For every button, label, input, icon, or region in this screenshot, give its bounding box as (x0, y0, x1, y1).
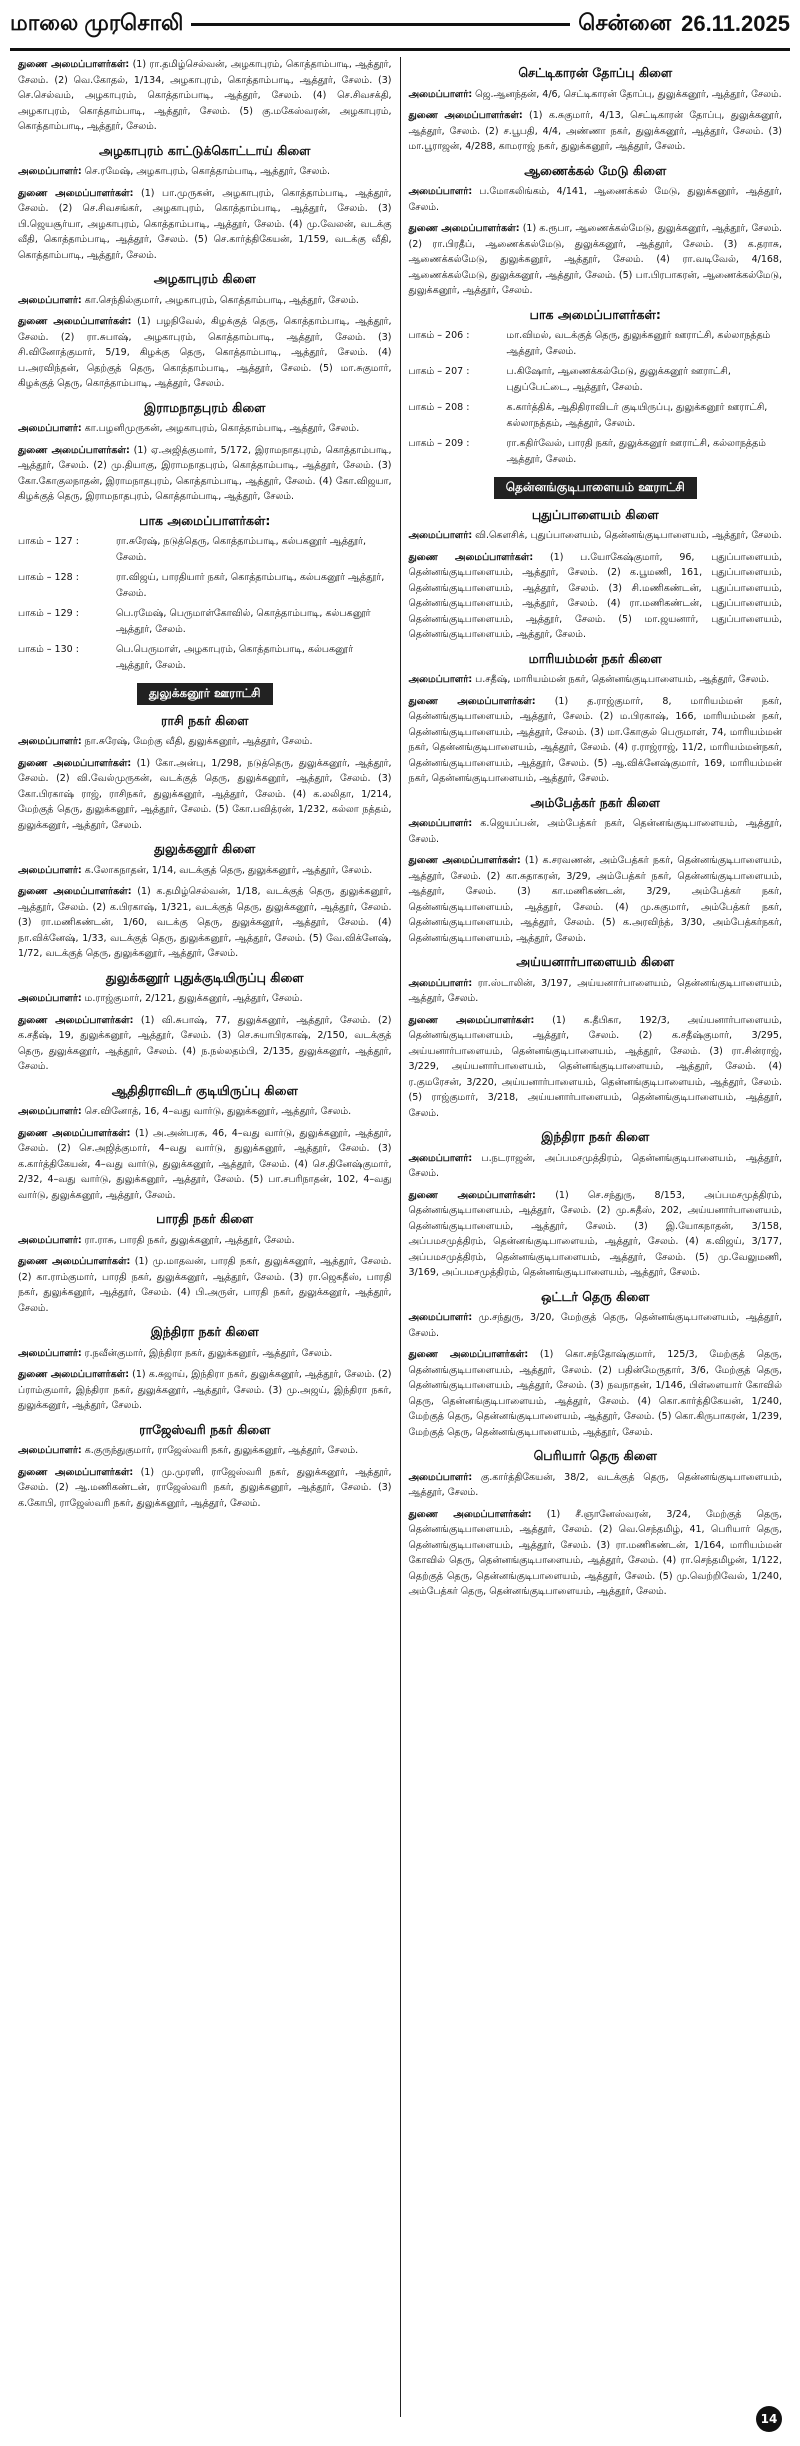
booth-heading: பாக அமைப்பாளர்கள்: (529, 306, 661, 322)
branch-heading: பாரதி நகர் கிளை (156, 1211, 254, 1226)
member-paragraph (18, 991, 392, 1007)
panchayat-heading: தென்னங்குடிபாளையம் ஊராட்சி (494, 477, 697, 499)
member-list: (1) க.சுகுமார், 4/13, செட்டிகாரன் தோப்பு, துலுக்கனூர், ஆத்தூர், சேலம். (2) ச.பூபதி, 4/4, அண்ணா நகர், துலுக்கனூர், ஆத்தூர், சேலம். (3) மா.பூராஜன், 4/288, காமராஜ் நகர், துலுக்கனூர், ஆத்தூர், சேலம். (408, 110, 782, 152)
member-paragraph (409, 816, 783, 847)
branch-heading: ராசி நகர் கிளை (161, 712, 249, 728)
edition-city: சென்னை (578, 9, 672, 35)
member-paragraph (409, 694, 783, 787)
booth-number: பாகம் – 127 : (18, 536, 79, 547)
role-label: துணை அமைப்பாளர்கள்: (18, 1014, 134, 1026)
role-label: அமைப்பாளர்: (408, 1312, 473, 1323)
role-label: அமைப்பாளர்: (18, 1234, 82, 1246)
role-label: துணை அமைப்பாளர்கள்: (18, 1256, 131, 1267)
branch-section (409, 507, 783, 643)
role-label: துணை அமைப்பாளர்கள்: (18, 59, 130, 70)
branch-heading: துலுக்கனூர் கிளை (154, 841, 256, 856)
role-label: துணை அமைப்பாளர்கள்: (408, 1349, 529, 1360)
role-label: அமைப்பாளர்: (18, 423, 82, 434)
member-list: ம.ராஜ்குமார், 2/121, துலுக்கனூர், ஆத்தூர், சேலம். (84, 993, 303, 1004)
member-list: (1) க.சுஜாய், இந்திரா நகர், துலுக்கனூர், ஆத்தூர், சேலம். (2) ப்ராம்குமார், இந்திரா நகர், துலுக்கனூர், ஆத்தூர், சேலம். (3) மு.அஜய், இந்திரா நகர், துலுக்கனூர், ஆத்தூர், சேலம். (18, 1369, 392, 1411)
member-list: மு.சந்துரு, 3/20, மேற்குத் தெரு, தென்னங்குடிபாளையம், ஆத்தூர், சேலம். (408, 1312, 782, 1339)
member-paragraph (18, 756, 392, 834)
member-list: (1) அ.அன்பரசு, 46, 4–வது வார்டு, துலுக்கனூர், ஆத்தூர், சேலம். (2) செ.அஜித்குமார், 4–வது வார்டு, துலுக்கனூர், ஆத்தூர், சேலம். (3) க.கார்த்திகேயன், 4–வது வார்டு, துலுக்கனூர், ஆத்தூர், சேலம். (4) செ.தினேஷ்குமார், 2/32, 4–வது வார்டு, துலுக்கனூர், ஆத்தூர், சேலம். (5) பா.சபரிநாதன், 102, 4–வது வார்டு, துலுக்கனூர், ஆத்தூர், சேலம். (18, 1127, 392, 1201)
member-list: (1) க.தமிழ்செல்வன், 1/18, வடக்குத் தெரு, துலுக்கனூர், ஆத்தூர், சேலம். (2) க.பிரகாஷ், 1/321, வடக்குத் தெரு, துலுக்கனூர், ஆத்தூர், சேலம். (3) ரா.மணிகண்டன், 1/60, வடக்கு தெரு, துலுக்கனூர், ஆத்தூர், சேலம். (4) நா.விக்னேஷ், 1/33, வடக்குத் தெரு, துலுக்கனூர், ஆத்தூர், சேலம். (5) வே.விக்னேஷ், 1/72, வடக்குத் தெரு, துலுக்கனூர், ஆத்தூர், சேலம். (18, 886, 392, 959)
member-paragraph (18, 1254, 392, 1316)
booth-row (18, 534, 392, 565)
right-column (401, 57, 791, 2417)
member-list: க.லோகநாதன், 1/14, வடக்குத் தெரு, துலுக்கனூர், ஆத்தூர், சேலம். (84, 864, 373, 876)
member-paragraph (18, 734, 392, 750)
member-list: ப.சதீஷ், மாரியம்மன் நகர், தென்னங்குடிபாளையம், ஆத்தூர், சேலம். (475, 674, 770, 685)
member-list: செ.வினோத், 16, 4–வது வார்டு, துலுக்கனூர், ஆத்தூர், சேலம். (84, 1106, 352, 1117)
member-paragraph (409, 1310, 783, 1341)
member-list: (1) செ.சந்துரு, 8/153, அப்பமசமுத்திரம், தென்னங்குடிபாளையம், ஆத்தூர், சேலம். (2) மு.சுதீஸ், 202, அய்யனார்பாளையம், தென்னங்குடிபாளையம், ஆத்தூர், சேலம். (3) இ.யோகநாதன், 3/158, அப்பமசமுத்திரம், தென்னங்குடிபாளையம், ஆத்தூர், சேலம். (4) க.விஜய், 3/177, அப்பமசமுத்திரம், தென்னங்குடிபாளையம், ஆத்தூர், சேலம். (5) மு.வேலுமணி, 3/169, அப்பமசமுத்திரம், தென்னங்குடிபாளையம், ஆத்தூர், சேலம். (408, 1189, 783, 1278)
role-label: துணை அமைப்பாளர்கள்: (408, 223, 520, 234)
booth-member: ப.கிஷோர், ஆணைக்கல்மேடு, துலுக்கனூர் ஊராட்சி, புதுப்பேட்டை, ஆத்தூர், சேலம். (506, 366, 731, 393)
booth-row (409, 436, 783, 467)
branch-heading: பெரியார் தெரு கிளை (533, 1448, 657, 1463)
member-paragraph (18, 1465, 392, 1512)
booth-number: பாகம் – 208 : (408, 402, 470, 413)
booth-member: ரா.சுரேஷ், நடுத்தெரு, கொத்தாம்பாடி, கல்பகனூர் ஆத்தூர், சேலம். (116, 536, 367, 563)
branch-section (18, 271, 392, 392)
role-label: துணை அமைப்பாளர்கள்: (408, 110, 523, 121)
member-list: ரா.ஸ்டாலின், 3/197, அய்யனார்பாளையம், தென்னங்குடிபாளையம், ஆத்தூர், சேலம். (408, 977, 782, 1004)
booth-row (18, 570, 392, 601)
member-paragraph (18, 443, 392, 505)
branch-section (409, 1448, 783, 1600)
branch-heading: அம்பேத்கர் நகர் கிளை (530, 794, 660, 810)
role-label: அமைப்பாளர்: (408, 977, 473, 989)
booth-number: பாகம் – 128 : (18, 572, 79, 583)
role-label: அமைப்பாளர்: (18, 1106, 82, 1117)
branch-section (18, 1083, 392, 1204)
branch-section (18, 713, 392, 834)
booth-number: பாகம் – 129 : (18, 608, 79, 619)
role-label: துணை அமைப்பாளர்கள்: (18, 886, 132, 897)
booth-row (409, 400, 783, 431)
branch-section (18, 841, 392, 962)
role-label: அமைப்பாளர்: (408, 1152, 473, 1164)
branch-section (18, 1324, 392, 1414)
member-paragraph (409, 672, 783, 688)
member-list: (1) மு.முரளி, ராஜேஸ்வரி நகர், துலுக்கனூர், ஆத்தூர், சேலம். (2) ஆ.மணிகண்டன், ராஜேஸ்வரி நகர், துலுக்கனூர், ஆத்தூர், சேலம். (3) க.கோபி, ராஜேஸ்வரி நகர், துலுக்கனூர், ஆத்தூர், சேலம். (18, 1466, 392, 1509)
role-label: துணை அமைப்பாளர்கள்: (18, 316, 132, 327)
member-paragraph (409, 87, 783, 103)
member-paragraph (409, 108, 783, 155)
member-paragraph (409, 1013, 783, 1122)
member-paragraph (18, 314, 392, 392)
branch-section (409, 477, 783, 499)
booth-number: பாகம் – 130 : (18, 644, 79, 655)
panchayat-heading: துலுக்கனூர் ஊராட்சி (137, 683, 273, 705)
role-label: அமைப்பாளர்: (408, 186, 473, 197)
member-list: செ.ரமேஷ், அழகாபுரம், கொத்தாம்பாடி, ஆத்தூர், சேலம். (84, 166, 331, 177)
paper-name: மாலை முரசொலி (10, 9, 184, 35)
role-label: அமைப்பாளர்: (18, 736, 82, 747)
member-paragraph (18, 884, 392, 962)
booth-number: பாகம் – 207 : (408, 366, 470, 377)
branch-section (18, 1422, 392, 1512)
member-paragraph (18, 164, 392, 180)
member-paragraph (18, 1104, 392, 1120)
left-column (10, 57, 400, 2417)
branch-heading: புதுப்பாளையம் கிளை (531, 506, 659, 522)
role-label: துணை அமைப்பாளர்கள்: (408, 551, 534, 563)
role-label: அமைப்பாளர்: (408, 818, 473, 829)
branch-heading: ராஜேஸ்வரி நகர் கிளை (139, 1421, 271, 1437)
member-paragraph (18, 421, 392, 437)
member-paragraph (409, 550, 783, 643)
booth-heading: பாக அமைப்பாளர்கள்: (139, 512, 271, 528)
member-list: ஜெ.ஆனந்தன், 4/6, செட்டிகாரன் தோப்பு, துலுக்கனூர், ஆத்தூர், சேலம். (475, 88, 782, 100)
role-label: அமைப்பாளர்: (18, 864, 82, 876)
member-list: ர.நவீன்குமார், இந்திரா நகர், துலுக்கனூர், ஆத்தூர், சேலம். (84, 1347, 333, 1359)
member-paragraph (409, 976, 783, 1007)
branch-heading: அழகாபுரம் கிளை (153, 271, 256, 286)
role-label: அமைப்பாளர்: (408, 530, 473, 541)
masthead (10, 0, 790, 51)
role-label: துணை அமைப்பாளர்கள்: (408, 1189, 536, 1201)
branch-heading: அழகாபுரம் காட்டுக்கொட்டாய் கிளை (99, 142, 311, 158)
role-label: அமைப்பாளர்: (18, 1445, 82, 1456)
branch-section (409, 1129, 783, 1281)
branch-section (409, 795, 783, 947)
role-label: துணை அமைப்பாளர்கள்: (18, 1127, 131, 1139)
branch-section (18, 143, 392, 264)
member-paragraph (409, 853, 783, 946)
member-list: கா.செந்தில்குமார், அழகாபுரம், கொத்தாம்பாடி, ஆத்தூர், சேலம். (84, 294, 359, 306)
member-list: (1) ஏ.அஜித்குமார், 5/172, இராமநாதபுரம், கொத்தாம்பாடி, ஆத்தூர், சேலம். (2) மு.தியாகு, இராமநாதபுரம், கொத்தாம்பாடி, ஆத்தூர், சேலம். (3) கோ.கோகுலநாதன், இராமநாதபுரம், கொத்தாம்பாடி, ஆத்தூர், சேலம். (4) கோ.விஜயா, கிழக்குத் தெரு, இராமநாதபுரம், கொத்தாம்பாடி, ஆத்தூர், சேலம். (18, 444, 392, 502)
role-label: துணை அமைப்பாளர்கள்: (408, 695, 536, 707)
page-number: 14 (756, 2406, 782, 2432)
role-label: துணை அமைப்பாளர்கள்: (408, 1508, 532, 1520)
branch-section (18, 970, 392, 1075)
member-paragraph (18, 1013, 392, 1075)
member-paragraph (409, 1470, 783, 1501)
member-list: ப.மோகலிங்கம், 4/141, ஆணைக்கல் மேடு, துலுக்கனூர், ஆத்தூர், சேலம். (408, 186, 782, 213)
role-label: துணை அமைப்பாளர்கள்: (408, 1014, 535, 1026)
role-label: அமைப்பாளர்: (408, 1471, 473, 1483)
edition-date: 26.11.2025 (681, 11, 790, 36)
member-list: (1) ப.யோகேஷ்குமார், 96, புதுப்பாளையம், தென்னங்குடிபாளையம், ஆத்தூர், சேலம். (2) க.பூமணி, 161, புதுப்பாளையம், தென்னங்குடிபாளையம், ஆத்தூர், சேலம். (3) சி.மணிகண்டன், புதுப்பாளையம், தென்னங்குடிபாளையம், ஆத்தூர், சேலம். (4) ரா.மணிகண்டன், புதுப்பாளையம், தென்னங்குடிபாளையம், ஆத்தூர், சேலம். (5) மா.ஜயனார், புதுப்பாளையம், தென்னங்குடிபாளையம், ஆத்தூர், சேலம். (408, 551, 783, 640)
role-label: அமைப்பாளர்: (408, 674, 473, 685)
role-label: அமைப்பாளர்: (408, 88, 473, 100)
member-list: கு.கார்த்திகேயன், 38/2, வடக்குத் தெரு, தென்னங்குடிபாளையம், ஆத்தூர், சேலம். (408, 1471, 783, 1498)
role-label: துணை அமைப்பாளர்கள்: (18, 1369, 130, 1380)
member-list: நா.சுரேஷ், மேற்கு வீதி, துலுக்கனூர், ஆத்தூர், சேலம். (84, 736, 313, 747)
booth-row (409, 364, 783, 395)
columns (10, 57, 790, 2417)
member-paragraph (18, 293, 392, 309)
booth-member: க.கார்த்திக், ஆதிதிராவிடர் குடியிருப்பு, துலுக்கனூர் ஊராட்சி, கல்லாநத்தம், ஆத்தூர், சேலம். (506, 402, 768, 429)
branch-section (18, 57, 392, 135)
masthead-rule (191, 23, 570, 26)
booth-number: பாகம் – 206 : (408, 330, 470, 341)
role-label: அமைப்பாளர்: (18, 1347, 82, 1359)
member-paragraph (409, 1507, 783, 1600)
role-label: துணை அமைப்பாளர்கள்: (408, 855, 521, 866)
member-paragraph (409, 184, 783, 215)
member-list: (1) பழநிவேல், கிழக்குத் தெரு, கொத்தாம்பாடி, ஆத்தூர், சேலம். (2) ரா.சுபாஷ், அழகாபுரம், கொத்தாம்பாடி, ஆத்தூர், சேலம். (3) சி.வினோத்குமார், 5/19, கிழக்கு தெரு, கொத்தாம்பாடி, ஆத்தூர், சேலம். (4) ப.அரவிந்தன், தெற்குத் தெரு, கொத்தாம்பாடி, ஆத்தூர், சேலம். (5) மா.சுகுமார், கிழக்குத் தெரு, கொத்தாம்பாடி, ஆத்தூர், சேலம். (18, 316, 392, 389)
member-paragraph (18, 863, 392, 879)
booth-member: மா.விமல், வடக்குத் தெரு, துலுக்கனூர் ஊராட்சி, கல்லாநத்தம் ஆத்தூர், சேலம். (506, 330, 771, 357)
branch-section (18, 1211, 392, 1316)
member-paragraph (409, 221, 783, 299)
member-paragraph (18, 186, 392, 264)
booth-number: பாகம் – 209 : (408, 438, 470, 449)
role-label: துணை அமைப்பாளர்கள்: (18, 187, 134, 199)
member-list: (1) கோ.அன்பு, 1/298, நடுத்தெரு, துலுக்கனூர், ஆத்தூர், சேலம். (2) வி.வேல்முருகன், வடக்குத் தெரு, துலுக்கனூர், ஆத்தூர், சேலம். (3) கோ.பிரகாஷ் ராஜ், ராசிநகர், துலுக்கனூர், ஆத்தூர், சேலம். (4) க.லலிதா, 1/214, மேற்குத் தெரு, துலுக்கனூர், ஆத்தூர், சேலம். (5) கோ.பவித்ரன், 1/232, கல்லா நத்தம், துலுக்கனூர், ஆத்தூர், சேலம். (18, 757, 392, 831)
role-label: துணை அமைப்பாளர்கள்: (18, 444, 130, 456)
member-list: ப.நடராஜன், அப்பமசமுத்திரம், தென்னங்குடிபாளையம், ஆத்தூர், சேலம். (408, 1152, 782, 1179)
booth-row (18, 606, 392, 637)
branch-section (409, 307, 783, 468)
member-list: (1) க.ரூபா, ஆணைக்கல்மேடு, துலுக்கனூர், ஆத்தூர், சேலம். (2) ரா.பிரதீப், ஆணைக்கல்மேடு, துலுக்கனூர், ஆத்தூர், சேலம். (3) க.தராசு, ஆணைக்கல்மேடு, துலுக்கனூர், ஆத்தூர், சேலம். (4) ரா.வடிவேல், 4/168, ஆணைக்கல்மேடு, துலுக்கனூர், ஆத்தூர், சேலம். (5) பா.பிரபாகரன், ஆணைக்கல்மேடு, துலுக்கனூர், ஆத்தூர், சேலம். (408, 223, 782, 296)
branch-section (409, 163, 783, 299)
member-list: (1) த.ராஜ்குமார், 8, மாரியம்மன் நகர், தென்னங்குடிபாளையம், ஆத்தூர், சேலம். (2) ம.பிரகாஷ், 166, மாரியம்மன் நகர், தென்னங்குடிபாளையம், ஆத்தூர், சேலம். (3) மா.கோகுல் பெருமாள், 74, மாரியம்மன் நகர், தென்னங்குடிபாளையம், ஆத்தூர், சேலம். (4) ர.ராஜ்ராஜ், 11/2, மாரியம்மன்நகர், தென்னங்குடிபாளையம், ஆத்தூர், சேலம். (5) ஆ.விக்னேஷ்குமார், 169, மாரியம்மன் நகர், தென்னங்குடிபாளையம், ஆத்தூர், சேலம். (408, 695, 783, 784)
booth-member: ரா.கதிர்வேல், பாரதி நகர், துலுக்கனூர் ஊராட்சி, கல்லாநத்தம் ஆத்தூர், சேலம். (506, 438, 766, 465)
member-list: க.குருந்துகுமார், ராஜேஸ்வரி நகர், துலுக்கனூர், ஆத்தூர், சேலம். (84, 1445, 359, 1456)
role-label: துணை அமைப்பாளர்கள்: (18, 1466, 134, 1478)
role-label: அமைப்பாளர்: (18, 993, 82, 1004)
branch-heading: இந்திரா நகர் கிளை (541, 1129, 650, 1144)
member-list: (1) கொ.சந்தோஷ்குமார், 125/3, மேற்குத் தெரு, தென்னங்குடிபாளையம், ஆத்தூர், சேலம். (2) பதின்மேருதார், 3/6, மேற்குத் தெரு, தென்னங்குடிபாளையம், ஆத்தூர், சேலம். (3) நவநாதன், 1/146, பிள்ளையார் கோவில் தெரு, தென்னங்குடிபாளையம், ஆத்தூர், சேலம். (4) கொ.கார்த்திகேயன், 1/240, மேற்குத் தெரு, தென்னங்குடிபாளையம், ஆத்தூர், சேலம். (5) கொ.கிருபாகரன், 1/239, மேற்குத் தெரு, தென்னங்குடிபாளையம், ஆத்தூர், சேலம். (408, 1349, 782, 1438)
member-paragraph (409, 1188, 783, 1281)
branch-heading: இராமநாதபுரம் கிளை (144, 399, 266, 415)
role-label: அமைப்பாளர்: (18, 294, 82, 306)
member-paragraph (409, 1151, 783, 1182)
member-list: க.ஜெயப்பன், அம்பேத்கர் நகர், தென்னங்குடிபாளையம், ஆத்தூர், சேலம். (408, 818, 782, 845)
branch-section (409, 954, 783, 1121)
member-paragraph (409, 1347, 783, 1440)
member-list: (1) ரா.தமிழ்செல்வன், அழகாபுரம், கொத்தாம்பாடி, ஆத்தூர், சேலம். (2) வெ.கோதல், 1/134, அழகாபுரம், கொத்தாம்பாடி, ஆத்தூர், சேலம். (3) செ.செல்வம், அழகாபுரம், கொத்தாம்பாடி, ஆத்தூர், சேலம். (4) செ.சிவசக்தி, அழகாபுரம், கொத்தாம்பாடி, ஆத்தூர், சேலம். (5) கு.மகேஸ்வரன், அழகாபுரம், கொத்தாம்பாடி, ஆத்தூர், சேலம். (18, 59, 392, 132)
member-paragraph (18, 1346, 392, 1362)
booth-member: பெ.பெருமாள், அழகாபுரம், கொத்தாம்பாடி, கல்பகனூர் ஆத்தூர், சேலம். (116, 644, 354, 671)
branch-section (409, 65, 783, 155)
branch-heading: இந்திரா நகர் கிளை (150, 1324, 259, 1339)
branch-heading: அய்யனார்பாளையம் கிளை (516, 954, 675, 969)
branch-section (18, 683, 392, 705)
member-paragraph (18, 57, 392, 135)
branch-section (18, 513, 392, 674)
role-label: துணை அமைப்பாளர்கள்: (18, 757, 132, 769)
branch-heading: ஆதிதிராவிடர் குடியிருப்பு கிளை (111, 1082, 298, 1098)
member-list: (1) பா.முருகன், அழகாபுரம், கொத்தாம்பாடி, ஆத்தூர், சேலம். (2) செ.சிவசங்கர், அழகாபுரம், கொத்தாம்பாடி, ஆத்தூர், சேலம். (3) பி.ஜெயசூர்யா, அழகாபுரம், கொத்தாம்பாடி, ஆத்தூர், சேலம். (4) மு.வேலன், வடக்கு வீதி, கொத்தாம்பாடி, ஆத்தூர், சேலம். (5) செ.கார்த்திகேயன், 1/159, வடக்கு வீதி, கொத்தாம்பாடி, ஆத்தூர், சேலம். (18, 187, 392, 261)
member-list: (1) வி.சுபாஷ், 77, துலுக்கனூர், ஆத்தூர், சேலம். (2) க.சதீஷ், 19, துலுக்கனூர், ஆத்தூர், சேலம். (3) செ.சுயாபிரகாஷ், 2/150, வடக்குத் தெரு, துலுக்கனூர், ஆத்தூர், சேலம். (4) ந.நல்லதம்பி, 2/135, துலுக்கனூர், ஆத்தூர், சேலம். (18, 1014, 392, 1072)
branch-section (409, 651, 783, 787)
member-list: (1) க.சரவணன், அம்பேத்கர் நகர், தென்னங்குடிபாளையம், ஆத்தூர், சேலம். (2) கா.சுதாகரன், 3/29, அம்பேத்கர் நகர், தென்னங்குடிபாளையம், ஆத்தூர், சேலம். (3) கா.மணிகண்டன், 3/29, அம்பேத்கர் நகர், தென்னங்குடிபாளையம், ஆத்தூர், சேலம். (4) மு.சுகுமார், அம்பேத்கர் நகர், தென்னங்குடிபாளையம், ஆத்தூர், சேலம். (5) க.அரவிந்த், 3/30, அம்பேத்கர்நகர், தென்னங்குடிபாளையம், ஆத்தூர், சேலம். (408, 855, 782, 944)
member-list: (1) சீ.ஞானேஸ்வரன், 3/24, மேற்குத் தெரு, தென்னங்குடிபாளையம், ஆத்தூர், சேலம். (2) வெ.செந்தமிழ், 41, பெரியார் தெரு, தென்னங்குடிபாளையம், ஆத்தூர், சேலம். (3) ரா.மணிகண்டன், 1/164, மாரியம்மன் கோவில் தெரு, தென்னங்குடிபாளையம், ஆத்தூர், சேலம். (4) ரா.செந்தமிழன், 1/122, தெற்குத் தெரு, தென்னங்குடிபாளையம், ஆத்தூர், சேலம். (5) மு.வெற்றிவேல், 1/240, அம்பேத்கர் தெரு, தென்னங்குடிபாளையம், ஆத்தூர், சேலம். (408, 1508, 782, 1597)
member-list: கா.பழனிமுருகன், அழகாபுரம், கொத்தாம்பாடி, ஆத்தூர், சேலம். (84, 423, 360, 434)
member-paragraph (18, 1367, 392, 1414)
member-paragraph (409, 528, 783, 544)
branch-section (18, 400, 392, 505)
branch-heading: துலுக்கனூர் புதுக்குடியிருப்பு கிளை (105, 969, 304, 985)
booth-member: ரா.விஜய், பாரதியார் நகர், கொத்தாம்பாடி, கல்பகனூர் ஆத்தூர், சேலம். (116, 572, 385, 599)
booth-member: பெ.ரமேஷ், பெருமாள்கோவில், கொத்தாம்பாடி, கல்பகனூர் ஆத்தூர், சேலம். (116, 608, 371, 635)
booth-row (409, 328, 783, 359)
branch-heading: செட்டிகாரன் தோப்பு கிளை (518, 65, 673, 80)
member-paragraph (18, 1126, 392, 1204)
booth-row (18, 642, 392, 673)
member-list: ரா.ராசு, பாரதி நகர், துலுக்கனூர், ஆத்தூர், சேலம். (84, 1234, 295, 1246)
role-label: அமைப்பாளர்: (18, 166, 82, 177)
member-list: வி.கௌசிக், புதுப்பாளையம், தென்னங்குடிபாளையம், ஆத்தூர், சேலம். (475, 530, 782, 541)
branch-heading: ஆணைக்கல் மேடு கிளை (524, 162, 667, 178)
branch-heading: ஒட்டர் தெரு கிளை (541, 1288, 650, 1304)
member-list: (1) மு.மாதவன், பாரதி நகர், துலுக்கனூர், ஆத்தூர், சேலம். (2) கா.ராம்குமார், பாரதி நகர், துலுக்கனூர், ஆத்தூர், சேலம். (3) ரா.ஜெகதீஸ், பாரதி நகர், துலுக்கனூர், ஆத்தூர், சேலம். (4) பி.அருள், பாரதி நகர், துலுக்கனூர், ஆத்தூர், சேலம். (18, 1256, 392, 1314)
member-paragraph (18, 1233, 392, 1249)
member-list: (1) க.தீபிகா, 192/3, அய்யனார்பாளையம், தென்னங்குடிபாளையம், ஆத்தூர், சேலம். (2) க.சதீஷ்குமார், 3/295, அய்யனார்பாளையம், தென்னங்குடிபாளையம், ஆத்தூர், சேலம். (3) ரா.சின்ராஜ், 3/229, அய்யனார்பாளையம், தென்னங்குடிபாளையம், ஆத்தூர், சேலம். (4) ர.குமரேசன், 3/220, அய்யனார்பாளையம், தென்னங்குடிபாளையம், ஆத்தூர், சேலம். (5) ராஜ்குமார், 3/218, அய்யனார்பாளையம், தென்னங்குடிபாளையம், ஆத்தூர், சேலம். (408, 1014, 782, 1119)
branch-section (409, 1289, 783, 1441)
member-paragraph (18, 1443, 392, 1459)
branch-heading: மாரியம்மன் நகர் கிளை (528, 650, 662, 666)
